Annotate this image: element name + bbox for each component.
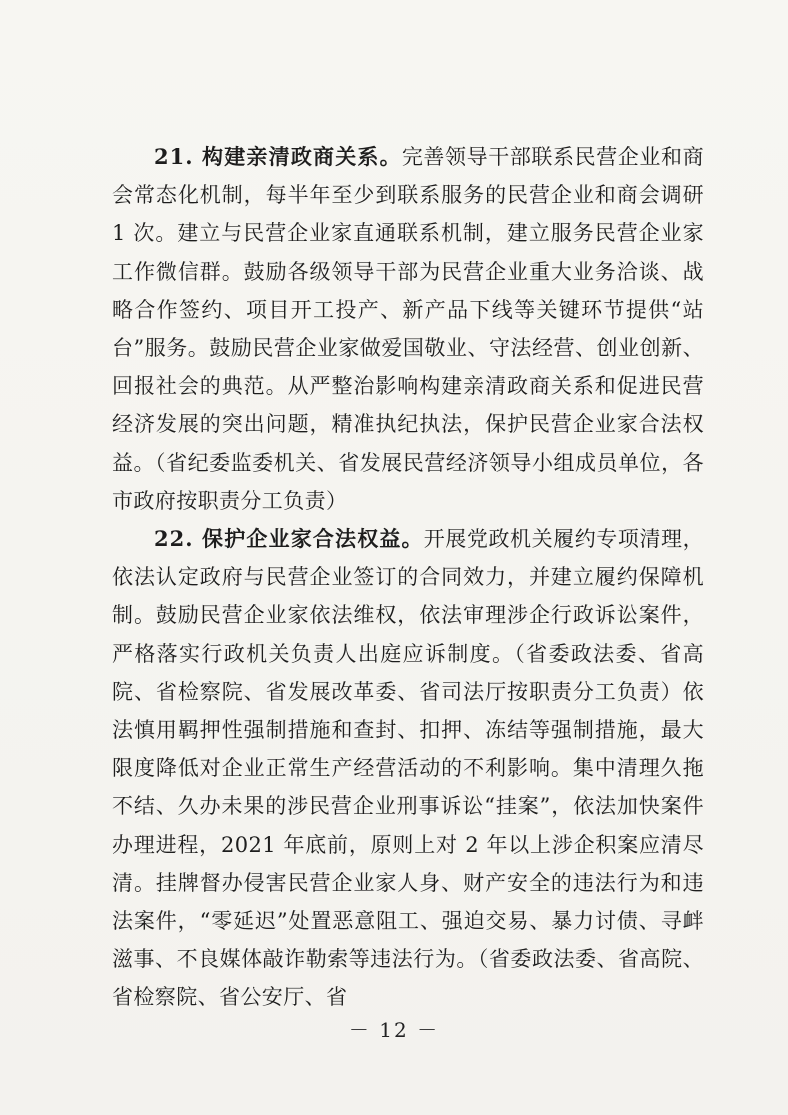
paragraph-21 xyxy=(112,138,704,520)
paragraph-21-text: 完善领导干部联系民营企业和商会常态化机制，每半年至少到联系服务的民营企业和商会调研 1 次。建立与民营企业家直通联系机制，建立服务民营企业家工作微信群。鼓励各级领导干部为民营企业重大业务洽谈、战略合作签约、项目开工投产、新产品下线等关键环节提供“站台”服务。鼓励民营企业家做爱国敬业、守法经营、创业创新、回报社会的典范。从严整治影响构建亲清政商关系和促进民营经济发展的突出问题，精准执纪执法，保护民营企业家合法权益。（省纪委监委机关、省发展民营经济领导小组成员单位，各市政府按职责分工负责） xyxy=(112,145,704,513)
paragraph-21-heading: 21. 构建亲清政商关系。 xyxy=(154,144,402,169)
paragraph-22-text: 开展党政机关履约专项清理，依法认定政府与民营企业签订的合同效力，并建立履约保障机制。鼓励民营企业家依法维权，依法审理涉企行政诉讼案件，严格落实行政机关负责人出庭应诉制度。（省委政法委、省高院、省检察院、省发展改革委、省司法厅按职责分工负责）依法慎用羁押性强制措施和查封、扣押、冻结等强制措施，最大限度降低对企业正常生产经营活动的不利影响。集中清理久拖不结、久办未果的涉民营企业刑事诉讼“挂案”，依法加快案件办理进程，2021 年底前，原则上对 2 年以上涉企积案应清尽清。挂牌督办侵害民营企业家人身、财产安全的违法行为和违法案件，“零延迟”处置恶意阻工、强迫交易、暴力讨债、寻衅滋事、不良媒体敲诈勒索等违法行为。（省委政法委、省高院、省检察院、省公安厅、省 xyxy=(112,527,704,1010)
page-number: － 12 － xyxy=(348,1018,440,1042)
paragraph-22-heading: 22. 保护企业家合法权益。 xyxy=(154,526,424,552)
paragraph-22 xyxy=(112,520,704,1017)
document-body xyxy=(112,138,704,1017)
